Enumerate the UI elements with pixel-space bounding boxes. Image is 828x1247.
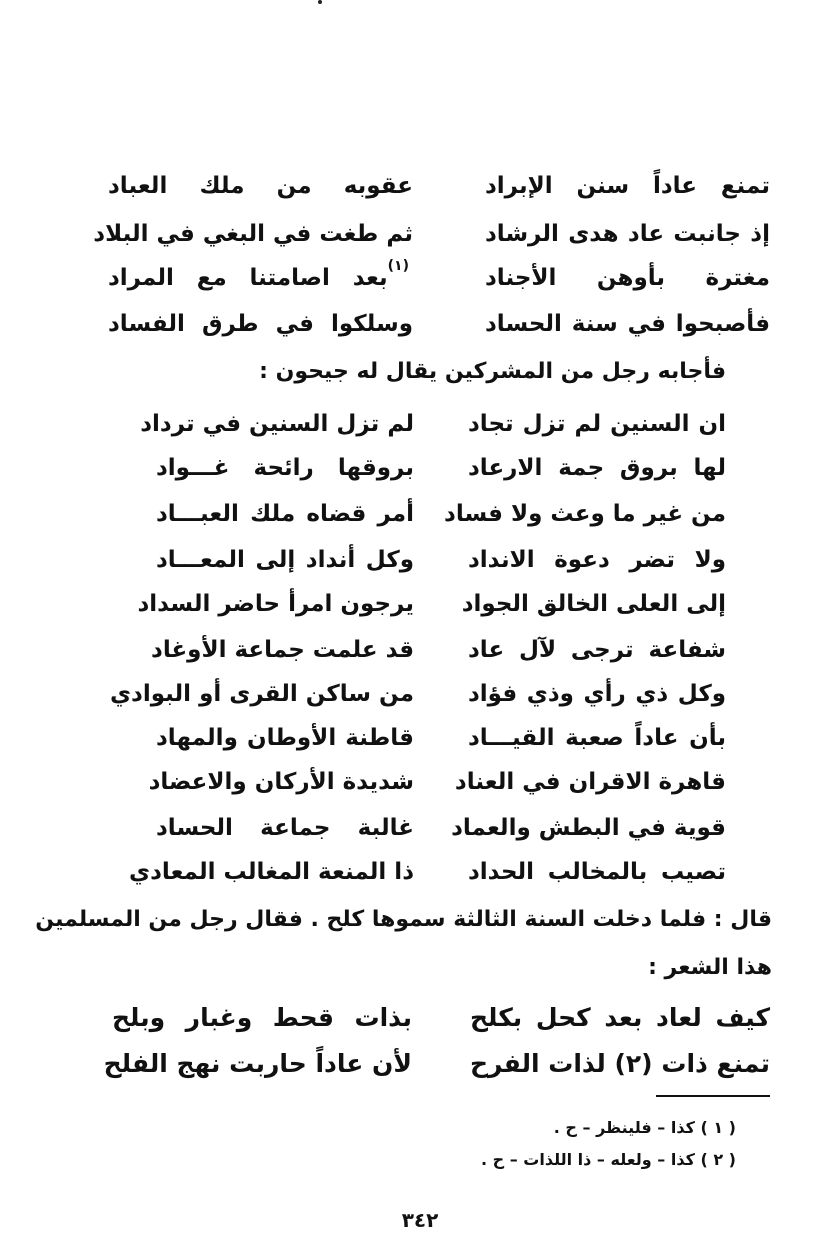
verse-2-5: [137, 582, 726, 626]
verse-left-hemistich: من ساكن القرى أو البوادي: [109, 681, 414, 707]
verse-1-3: [108, 256, 770, 300]
verse-left-hemistich: غالبة جماعة الحساد: [156, 815, 414, 841]
verse-left-hemistich: شديدة الأركان والاعضاد: [148, 769, 414, 795]
verse-right-hemistich: إلى العلى الخالق الجواد: [461, 591, 726, 617]
verse-left-hemistich: عقوبه من ملك العباد: [108, 173, 413, 199]
verse-2-11: [129, 850, 726, 894]
footnote-marker-1: (١): [387, 258, 409, 274]
verse-1-2: [93, 212, 770, 256]
intro-3-line-1: قال : فلما دخلت السنة الثالثة سموها كلح . فقال رجل من المسلمين: [35, 907, 772, 932]
verse-right-hemistich: قاهرة الاقران في العناد: [454, 769, 726, 795]
verse-right-hemistich: تصيب بالمخالب الحداد: [468, 859, 726, 885]
verse-right-hemistich: تمنع ذات (٢) لذات الفرح: [470, 1049, 770, 1078]
verse-right-hemistich: ولا تضر دعوة الانداد: [468, 547, 726, 573]
verse-left-hemistich: أمر قضاه ملك العبـــاد: [156, 501, 414, 527]
verse-left-hemistich: وسلكوا في طرق الفساد: [108, 311, 413, 337]
verse-left-hemistich: لأن عاداً حاربت نهج الفلح: [103, 1049, 412, 1078]
verse-2-4: [156, 538, 726, 582]
verse-right-hemistich: وكل ذي رأي وذي فؤاد: [468, 681, 726, 707]
verse-left-hemistich: بروقها رائحة غـــواد: [156, 455, 414, 481]
verse-left-hemistich: بذات قحط وغبار وبلح: [112, 1003, 412, 1032]
intro-2: فأجابه رجل من المشركين يقال له جيحون :: [259, 359, 726, 384]
footnote-1: ( ١ ) كذا – فلينظر – ح .: [553, 1118, 736, 1137]
verse-3-2: [103, 1042, 770, 1086]
verse-left-hemistich: ثم طغت في البغي في البلاد: [93, 221, 413, 247]
intro-3-line-2: هذا الشعر :: [648, 955, 772, 980]
verse-left-hemistich: [108, 256, 413, 300]
verse-3-1: [112, 996, 770, 1040]
verse-2-7: [109, 672, 726, 716]
verse-right-hemistich: إذ جانبت عاد هدى الرشاد: [485, 221, 770, 247]
footnote-rule: [656, 1095, 770, 1097]
verse-right-hemistich: قوية في البطش والعماد: [451, 815, 726, 841]
verse-1-4: [108, 302, 770, 346]
verse-left-hemistich: قد علمت جماعة الأوغاد: [151, 637, 414, 663]
verse-right-hemistich: مغترة بأوهن الأجناد: [485, 265, 770, 291]
verse-2-10: [156, 806, 726, 850]
verse-left-hemistich: قاطنة الأوطان والمهاد: [156, 725, 414, 751]
footnote-2: ( ٢ ) كذا – ولعله – ذا اللذات – ح .: [480, 1150, 736, 1169]
verse-left-hemistich: لم تزل السنين في ترداد: [140, 411, 414, 437]
verse-2-8: [156, 716, 726, 760]
verse-right-hemistich: من غير ما وعث ولا فساد: [444, 501, 726, 527]
verse-right-hemistich: كيف لعاد بعد كحل بكلح: [470, 1003, 770, 1032]
verse-2-1: [140, 402, 726, 446]
verse-left-hemistich: وكل أنداد إلى المعـــاد: [156, 547, 414, 573]
verse-left-text: بعد اصامتنا مع المراد: [108, 265, 388, 291]
verse-2-9: [148, 760, 726, 804]
verse-right-hemistich: بأن عاداً صعبة القيـــاد: [468, 725, 726, 751]
verse-right-hemistich: شفاعة ترجى لآل عاد: [468, 637, 726, 663]
verse-2-6: [151, 628, 726, 672]
verse-right-hemistich: فأصبحوا في سنة الحساد: [485, 311, 770, 337]
page-number: ٣٤٢: [401, 1208, 439, 1232]
verse-left-hemistich: ذا المنعة المغالب المعادي: [129, 859, 414, 885]
verse-left-hemistich: يرجون امرأ حاضر السداد: [137, 591, 414, 617]
verse-2-2: [156, 446, 726, 490]
verse-2-3: [156, 492, 726, 536]
verse-1-1: [108, 164, 770, 208]
verse-right-hemistich: تمنع عاداً سنن الإبراد: [485, 173, 770, 199]
verse-right-hemistich: ان السنين لم تزل تجاد: [468, 411, 726, 437]
verse-right-hemistich: لها بروق جمة الارعاد: [468, 455, 726, 481]
